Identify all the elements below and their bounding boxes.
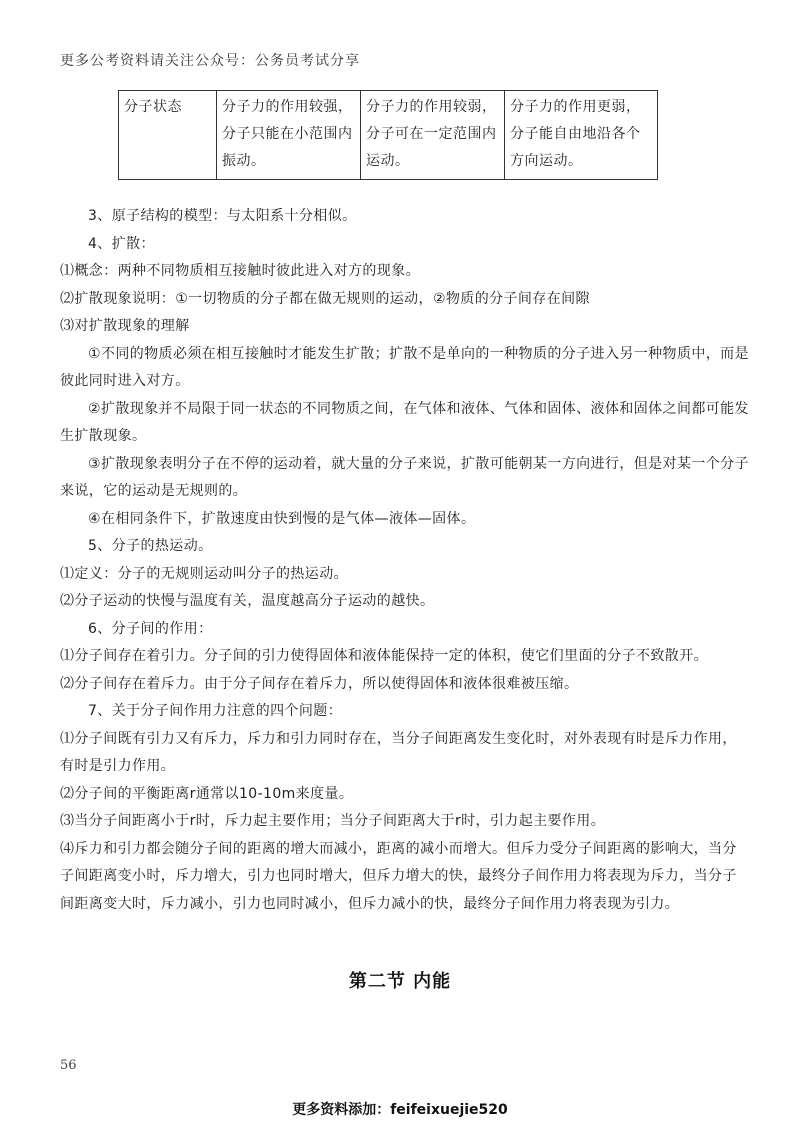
paragraph: 4、扩散： [88, 235, 155, 252]
paragraph: ②扩散现象并不局限于同一状态的不同物质之间，在气体和液体、气体和固体、液体和固体之间都可能发生扩散现象。 [60, 400, 749, 444]
body-text [60, 203, 750, 918]
paragraph: ⑴分子间既有引力又有斥力，斥力和引力同时存在，当分子间距离发生变化时，对外表现有时是斥力作用，有时是引力作用。 [60, 730, 737, 774]
paragraph: ①不同的物质必须在相互接触时才能发生扩散；扩散不是单向的一种物质的分子进入另一种物质中，而是彼此同时进入对方。 [60, 345, 749, 389]
paragraph: ⑵扩散现象说明：①一切物质的分子都在做无规则的运动，②物质的分子间存在间隙 [60, 290, 590, 307]
section-title: 第二节 内能 [348, 971, 452, 992]
paragraph: ⑶当分子间距离小于r时，斥力起主要作用；当分子间距离大于r时，引力起主要作用。 [60, 813, 606, 829]
table-cell: 分子力的作用较强，分子只能在小范围内振动。 [217, 91, 361, 180]
page-header: 更多公考资料请关注公众号：公务员考试分享 [60, 53, 360, 69]
paragraph: ⑵分子间的平衡距离r通常以10-10m来度量。 [60, 785, 354, 802]
paragraph: ⑴概念：两种不同物质相互接触时彼此进入对方的现象。 [60, 263, 420, 279]
page-footer: 更多资料添加：feifeixuejie520 [292, 1102, 508, 1118]
paragraph: 3、原子结构的模型：与太阳系十分相似。 [88, 208, 357, 224]
molecule-state-table [118, 90, 658, 180]
table-cell: 分子状态 [119, 91, 217, 180]
page-number: 56 [60, 1058, 77, 1073]
paragraph: 6、分子间的作用： [88, 620, 213, 637]
paragraph: ⑴定义：分子的无规则运动叫分子的热运动。 [60, 565, 348, 582]
table-cell: 分子力的作用较弱，分子可在一定范围内运动。 [361, 91, 505, 180]
paragraph: ⑵分子运动的快慢与温度有关，温度越高分子运动的越快。 [60, 593, 435, 609]
paragraph: ⑴分子间存在着引力。分子间的引力使得固体和液体能保持一定的体积，使它们里面的分子不致散开。 [60, 648, 708, 664]
paragraph: ④在相同条件下，扩散速度由快到慢的是气体—液体—固体。 [88, 510, 476, 527]
paragraph: 7、关于分子间作用力注意的四个问题： [88, 703, 343, 719]
table-cell: 分子力的作用更弱，分子能自由地沿各个方向运动。 [505, 91, 658, 180]
paragraph: ⑶对扩散现象的理解 [60, 318, 190, 334]
paragraph: ⑵分子间存在着斥力。由于分子间存在着斥力，所以使得固体和液体很难被压缩。 [60, 675, 579, 692]
paragraph: ⑷斥力和引力都会随分子间的距离的增大而减小，距离的减小而增大。但斥力受分子间距离的影响大，当分子间距离变小时，斥力增大，引力也同时增大，但斥力增大的快，最终分子间作用力将表现为斥力，当分子间距离变大时，斥力减小，引力也同时减小，但斥力减小的快，最终分子间作用力将表现为引力。 [60, 840, 737, 912]
paragraph: ③扩散现象表明分子在不停的运动着，就大量的分子来说，扩散可能朝某一方向进行，但是对某一个分子来说，它的运动是无规则的。 [60, 455, 749, 499]
table-row [119, 91, 658, 180]
paragraph: 5、分子的热运动。 [88, 538, 213, 554]
